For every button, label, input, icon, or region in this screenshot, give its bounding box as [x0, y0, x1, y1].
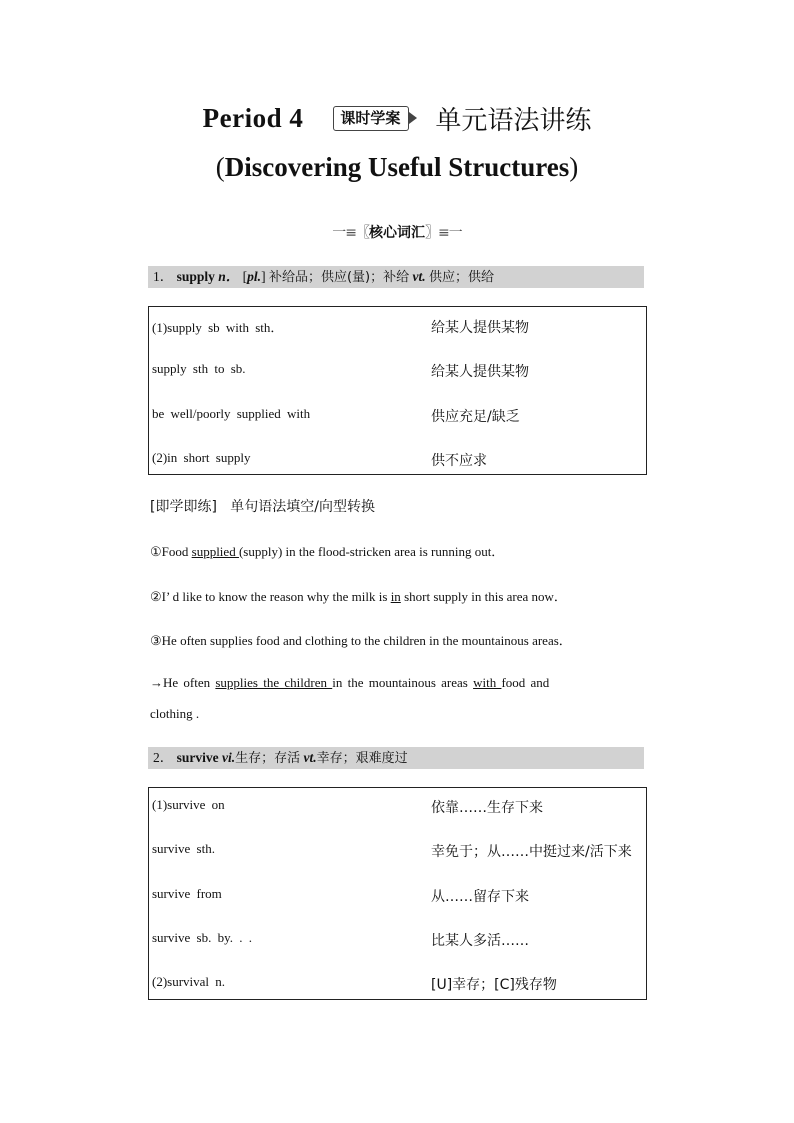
word1-usage-box — [148, 306, 647, 475]
subtitle-close-paren: ) — [569, 152, 579, 182]
usage-en: survive sb. by. . . — [152, 930, 252, 945]
section-title: 核心词汇 — [369, 225, 425, 241]
ex1-pre: ①Food — [150, 544, 192, 559]
word1-heading-bar — [148, 266, 644, 288]
drill-label: [即学即练] — [150, 499, 217, 515]
usage-row — [149, 797, 646, 817]
usage-en: (2)in short supply — [152, 450, 251, 465]
ex4-answer-1: supplies the children — [215, 675, 333, 690]
word1-def1: 补给品；供应(量)；补给 — [268, 270, 410, 285]
usage-zh: 比某人多活…… — [431, 933, 529, 949]
ex1-post: (supply) in the flood-stricken area is running out． — [238, 544, 505, 559]
exercise-2 — [150, 586, 567, 605]
page-subtitle — [0, 152, 794, 183]
usage-zh: 依靠……生存下来 — [431, 800, 543, 816]
usage-zh: 幸免于；从……中挺过来/活下来 — [431, 844, 632, 860]
usage-zh: 从……留存下来 — [431, 889, 529, 905]
lesson-tag: 课时学案 — [333, 106, 409, 131]
usage-zh: 给某人提供某物 — [431, 320, 529, 336]
word1-pos1: n． — [218, 269, 240, 284]
title-chinese: 单元语法讲练 — [435, 105, 592, 136]
word2-heading-bar — [148, 747, 644, 769]
word1-num: 1． — [153, 269, 174, 284]
word1-tag-close: ] — [261, 269, 266, 284]
usage-row — [149, 450, 646, 470]
usage-en: (2)survival n. — [152, 974, 226, 989]
ex2-pre: ②I’ d like to know the reason why the milk is — [150, 589, 391, 604]
section-heading — [0, 222, 794, 242]
usage-en: survive sth. — [152, 841, 215, 856]
ex2-answer: in — [390, 589, 401, 604]
ex2-post: short supply in this area now． — [400, 589, 567, 604]
word1-def2: 供应；供给 — [428, 270, 494, 285]
usage-en: be well/poorly supplied with — [152, 406, 311, 421]
usage-row — [149, 930, 646, 950]
word2-pos1: vi. — [222, 750, 236, 765]
word2-word: survive — [176, 750, 219, 765]
exercise-1 — [150, 541, 504, 560]
usage-en: (1)survive on — [152, 797, 225, 812]
drill-heading — [150, 496, 375, 516]
usage-row — [149, 841, 646, 861]
subtitle-text: Discovering Useful Structures — [224, 152, 570, 182]
ex1-answer: supplied — [191, 544, 239, 559]
usage-row — [149, 361, 646, 381]
ex4-answer-2: with — [473, 675, 502, 690]
word1-tag-open: [ — [242, 269, 248, 284]
drill-instruction: 单句语法填空/向型转换 — [230, 499, 376, 515]
exercise-4 — [150, 675, 549, 691]
page-title — [0, 98, 794, 138]
usage-en: supply sth to sb. — [152, 361, 246, 376]
usage-en: survive from — [152, 886, 222, 901]
subtitle-open-paren: ( — [215, 152, 225, 182]
usage-row — [149, 317, 646, 337]
period-label: Period 4 — [202, 102, 304, 133]
section-deco-left: 一≡〖 — [332, 225, 369, 241]
ex4-post: food and — [501, 675, 550, 690]
word2-def2: 幸存；艰难度过 — [316, 751, 408, 766]
word1-word: supply — [176, 269, 215, 284]
word2-usage-box — [148, 787, 647, 1000]
word2-pos2: vt. — [303, 750, 317, 765]
exercise-4-cont: clothing . — [150, 706, 200, 721]
usage-row — [149, 406, 646, 426]
usage-row — [149, 886, 646, 906]
usage-zh: 供应充足/缺乏 — [431, 409, 520, 425]
word2-def1: 生存；存活 — [235, 751, 301, 766]
ex4-mid: in the mountainous areas — [332, 675, 474, 690]
usage-row — [149, 974, 646, 994]
usage-zh: 给某人提供某物 — [431, 364, 529, 380]
usage-zh: 供不应求 — [431, 453, 487, 469]
ex4-arrow: →He often — [150, 675, 216, 690]
usage-zh: [U]幸存；[C]残存物 — [431, 977, 557, 993]
word1-pos2: vt. — [412, 269, 426, 284]
section-deco-right: 〗≡一 — [425, 225, 462, 241]
word1-tag: pl. — [247, 269, 262, 284]
exercise-3: ③He often supplies food and clothing to the children in the mountainous areas． — [150, 633, 572, 648]
usage-en: (1)supply sb with sth． — [152, 320, 284, 335]
word2-num: 2． — [153, 750, 174, 765]
